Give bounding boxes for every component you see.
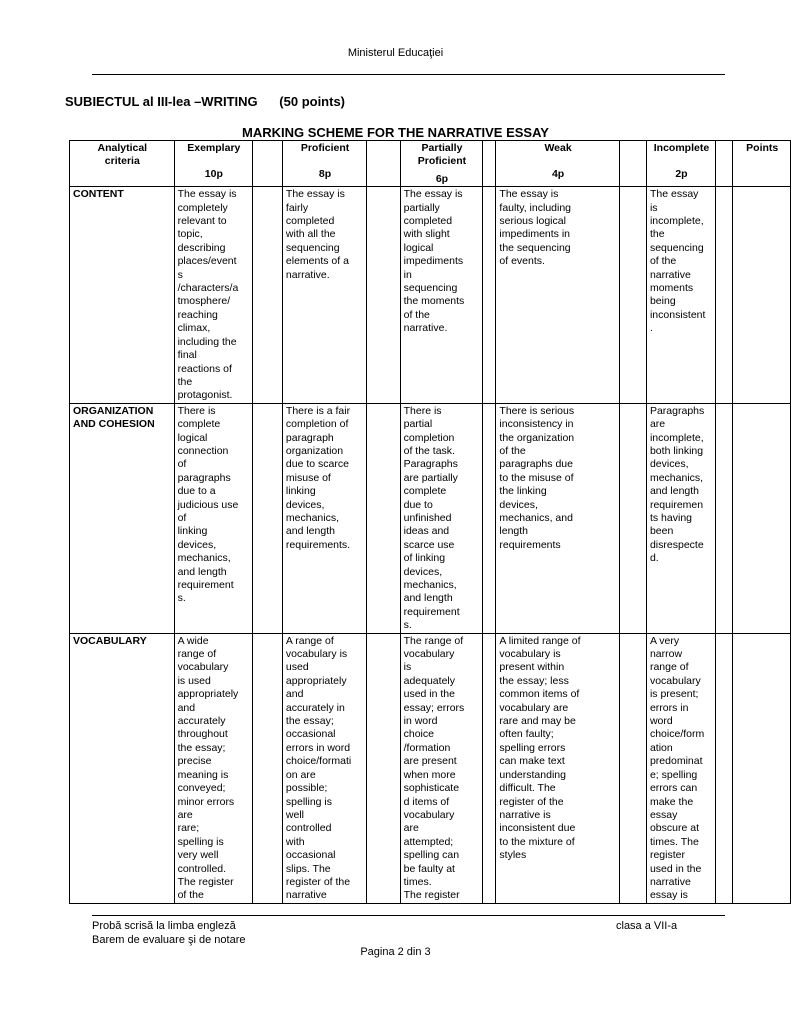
table-row-organization [70,403,791,633]
points-cell [733,187,791,404]
table-row-content [70,187,791,404]
partially-cell: The range of vocabulary is adequately used in the essay; errors in word choice /formation are present when more sophisticate d items of vocabulary are attempted; spelling can be faulty at times. The register [400,633,483,903]
criterion-cell: CONTENT [70,187,175,404]
incomplete-cell: A very narrow range of vocabulary is present; errors in word choice/form ation predominat e; spelling errors can make the essay obscure at times. The register used in the narrative essay is [646,633,715,903]
spacer-cell [483,187,496,404]
weak-points: 4p [551,168,565,181]
incomplete-points: 2p [675,168,688,181]
exemplary-cell: The essay is completely relevant to topic, describing places/event s /characters/a tmosphere/ reaching climax, including the final reactions of the protagonist. [174,187,252,404]
spacer-cell [367,403,400,633]
marking-scheme-title: MARKING SCHEME FOR THE NARRATIVE ESSAY [242,125,549,140]
spacer-cell [253,633,283,903]
footer-grade: clasa a VII-a [616,920,678,932]
points-cell [733,403,791,633]
incomplete-cell: Paragraphs are incomplete, both linking devices, mechanics, and length requiremen ts having been disrespecte d. [646,403,715,633]
weak-cell: The essay is faulty, including serious logical impediments in the sequencing of events. [496,187,619,404]
weak-cell: A limited range of vocabulary is present within the essay; less common items of vocabulary are rare and may be often faulty; spelling errors can make text understanding difficult. The register of the narrative is inconsistent due to the mixture of styles [496,633,619,903]
col-header-weak: Weak 4p [496,141,619,187]
spacer-cell [367,633,400,903]
header-divider [92,74,725,75]
exemplary-cell: A wide range of vocabulary is used appropriately and accurately throughout the essay; precise meaning is conveyed; minor errors are rare; spelling is very well controlled. The register of the [174,633,252,903]
footer-exam-name: Probă scrisă la limba engleză [92,920,236,932]
col-spacer [483,141,496,187]
criterion-cell: ORGANIZATION AND COHESION [70,403,175,633]
col-header-partially-proficient: Partially Proficient 6p [400,141,483,187]
partially-points: 6p [435,172,449,185]
spacer-cell [367,187,400,404]
rubric-table [69,140,791,904]
ministry-header: Ministerul Educaţiei [347,47,444,59]
proficient-cell: There is a fair completion of paragraph organization due to scarce misuse of linking devices, mechanics, and length requirements. [282,403,366,633]
col-header-criteria: Analytical criteria [70,141,175,187]
col-header-proficient: Proficient 8p [282,141,366,187]
criterion-cell: VOCABULARY [70,633,175,903]
col-spacer [253,141,283,187]
proficient-cell: A range of vocabulary is used appropriately and accurately in the essay; occasional errors in word choice/formati on are possible; spelling is well controlled with occasional slips. The register of the narrative [282,633,366,903]
weak-cell: There is serious inconsistency in the organization of the paragraphs due to the misuse of the linking devices, mechanics, and length requirements [496,403,619,633]
proficient-points: 8p [318,168,332,181]
spacer-cell [483,403,496,633]
spacer-cell [715,187,732,404]
table-header-row [70,141,791,187]
incomplete-cell: The essay is incomplete, the sequencing of the narrative moments being inconsistent . [646,187,715,404]
points-cell [733,633,791,903]
footer-divider [92,915,725,916]
spacer-cell [619,187,646,404]
page-number: Pagina 2 din 3 [360,946,431,958]
exemplary-cell: There is complete logical connection of paragraphs due to a judicious use of linking devices, mechanics, and length requirement s. [174,403,252,633]
table-row-vocabulary [70,633,791,903]
col-header-incomplete: Incomplete 2p [646,141,715,187]
col-spacer [715,141,732,187]
col-spacer [619,141,646,187]
partially-cell: The essay is partially completed with slight logical impediments in sequencing the moments of the narrative. [400,187,483,404]
partially-cell: There is partial completion of the task. Paragraphs are partially complete due to unfinished ideas and scarce use of linking devices, mechanics, and length requirement s. [400,403,483,633]
spacer-cell [715,633,732,903]
col-header-points: Points [733,141,791,187]
col-header-exemplary: Exemplary 10p [174,141,252,187]
spacer-cell [253,403,283,633]
spacer-cell [483,633,496,903]
col-spacer [367,141,400,187]
subject-title: SUBIECTUL al III-lea –WRITING (50 points) [65,94,346,109]
spacer-cell [253,187,283,404]
spacer-cell [619,403,646,633]
proficient-cell: The essay is fairly completed with all the sequencing elements of a narrative. [282,187,366,404]
spacer-cell [715,403,732,633]
footer-scheme-name: Barem de evaluare şi de notare [92,934,246,946]
spacer-cell [619,633,646,903]
exemplary-points: 10p [204,168,223,181]
